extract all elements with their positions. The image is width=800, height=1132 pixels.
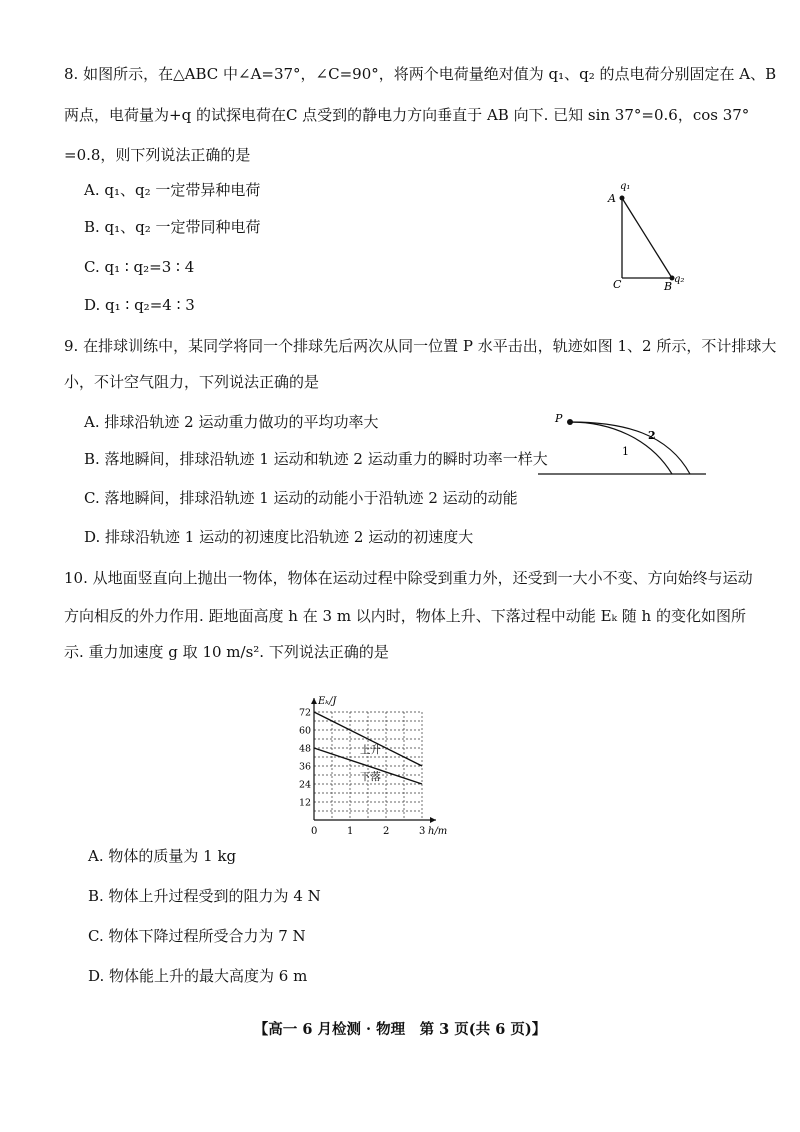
q8-option-c: C. q₁ ∶ q₂=3 ∶ 4: [84, 258, 195, 276]
x-axis-label: h/m: [428, 826, 448, 836]
q8-stem-line-3: =0.8，则下列说法正确的是: [64, 146, 251, 164]
q9-option-c: C. 落地瞬间，排球沿轨迹 1 运动的动能小于沿轨迹 2 运动的动能: [84, 489, 518, 507]
page-footer: 【高一 6 月检测 · 物理 第 3 页(共 6 页)】: [253, 1021, 547, 1038]
y-tick-label: 36: [299, 761, 312, 773]
y-axis-label: Eₖ/J: [318, 696, 337, 707]
q10-option-c: C. 物体下降过程所受合力为 7 N: [88, 927, 306, 945]
q9-option-a: A. 排球沿轨迹 2 运动重力做功的平均功率大: [84, 413, 379, 431]
y-tick-label: 60: [299, 725, 312, 737]
q2-label: q₂: [674, 274, 685, 285]
falling-series-label: 下落: [360, 771, 381, 783]
trajectory-1-label: 1: [622, 445, 629, 458]
x-tick-label: 3: [419, 826, 426, 836]
vertex-c-label: C: [613, 278, 622, 291]
q10-stem-line-1: 10. 从地面竖直向上抛出一物体，物体在运动过程中除受到重力外，还受到一大小不变、方向始终与运动: [64, 569, 753, 587]
q9-stem-line-1: 9. 在排球训练中，某同学将同一个排球先后两次从同一位置 P 水平击出，轨迹如图 1、2 所示，不计排球大: [64, 337, 777, 355]
q10-stem-line-3: 示. 重力加速度 g 取 10 m/s². 下列说法正确的是: [64, 643, 389, 661]
ek-vs-h-chart: [280, 676, 480, 836]
x-tick-label: 1: [347, 826, 354, 836]
x-axis-arrow: [430, 817, 436, 823]
q9-option-b: B. 落地瞬间，排球沿轨迹 1 运动和轨迹 2 运动重力的瞬时功率一样大: [84, 450, 548, 468]
q8-stem-line-2: 两点，电荷量为+q 的试探电荷在C 点受到的静电力方向垂直于 AB 向下. 已知 sin 37°=0.6，cos 37°: [64, 106, 750, 124]
point-p-dot: [567, 419, 573, 425]
q10-stem-line-2: 方向相反的外力作用. 距地面高度 h 在 3 m 以内时，物体上升、下落过程中动能 Eₖ 随 h 的变化如图所: [64, 607, 746, 625]
rising-series-label: 上升: [360, 744, 381, 756]
y-tick-label: 12: [299, 797, 312, 809]
y-axis-arrow: [311, 698, 317, 704]
trajectory-1: [570, 422, 672, 474]
q10-option-d: D. 物体能上升的最大高度为 6 m: [88, 967, 308, 985]
q9-trajectory-figure: [530, 408, 710, 488]
q9-stem-line-2: 小，不计空气阻力，下列说法正确的是: [64, 373, 320, 391]
q1-label: q₁: [620, 181, 631, 192]
trajectory-2-label: 2: [648, 429, 656, 442]
point-p-label: P: [555, 412, 563, 425]
q9-option-d: D. 排球沿轨迹 1 运动的初速度比沿轨迹 2 运动的初速度大: [84, 528, 474, 546]
charge-q1-dot: [620, 196, 625, 201]
q8-triangle-figure: [600, 176, 700, 296]
y-tick-label: 72: [299, 707, 312, 719]
q8-stem-line-1: 8. 如图所示，在△ABC 中∠A=37°，∠C=90°，将两个电荷量绝对值为 q₁、q₂ 的点电荷分别固定在 A、B: [64, 65, 777, 83]
x-tick-label: 0: [311, 826, 318, 836]
q8-option-a: A. q₁、q₂ 一定带异种电荷: [84, 181, 261, 199]
vertex-b-label: B: [664, 280, 673, 293]
x-tick-label: 2: [383, 826, 390, 836]
trajectory-2: [570, 422, 690, 474]
q10-option-a: A. 物体的质量为 1 kg: [88, 847, 237, 865]
q8-option-b: B. q₁、q₂ 一定带同种电荷: [84, 218, 261, 236]
q10-option-b: B. 物体上升过程受到的阻力为 4 N: [88, 887, 321, 905]
y-tick-label: 24: [299, 779, 312, 791]
vertex-a-label: A: [608, 192, 616, 205]
q8-option-d: D. q₁ ∶ q₂=4 ∶ 3: [84, 296, 195, 314]
y-tick-label: 48: [299, 743, 312, 755]
